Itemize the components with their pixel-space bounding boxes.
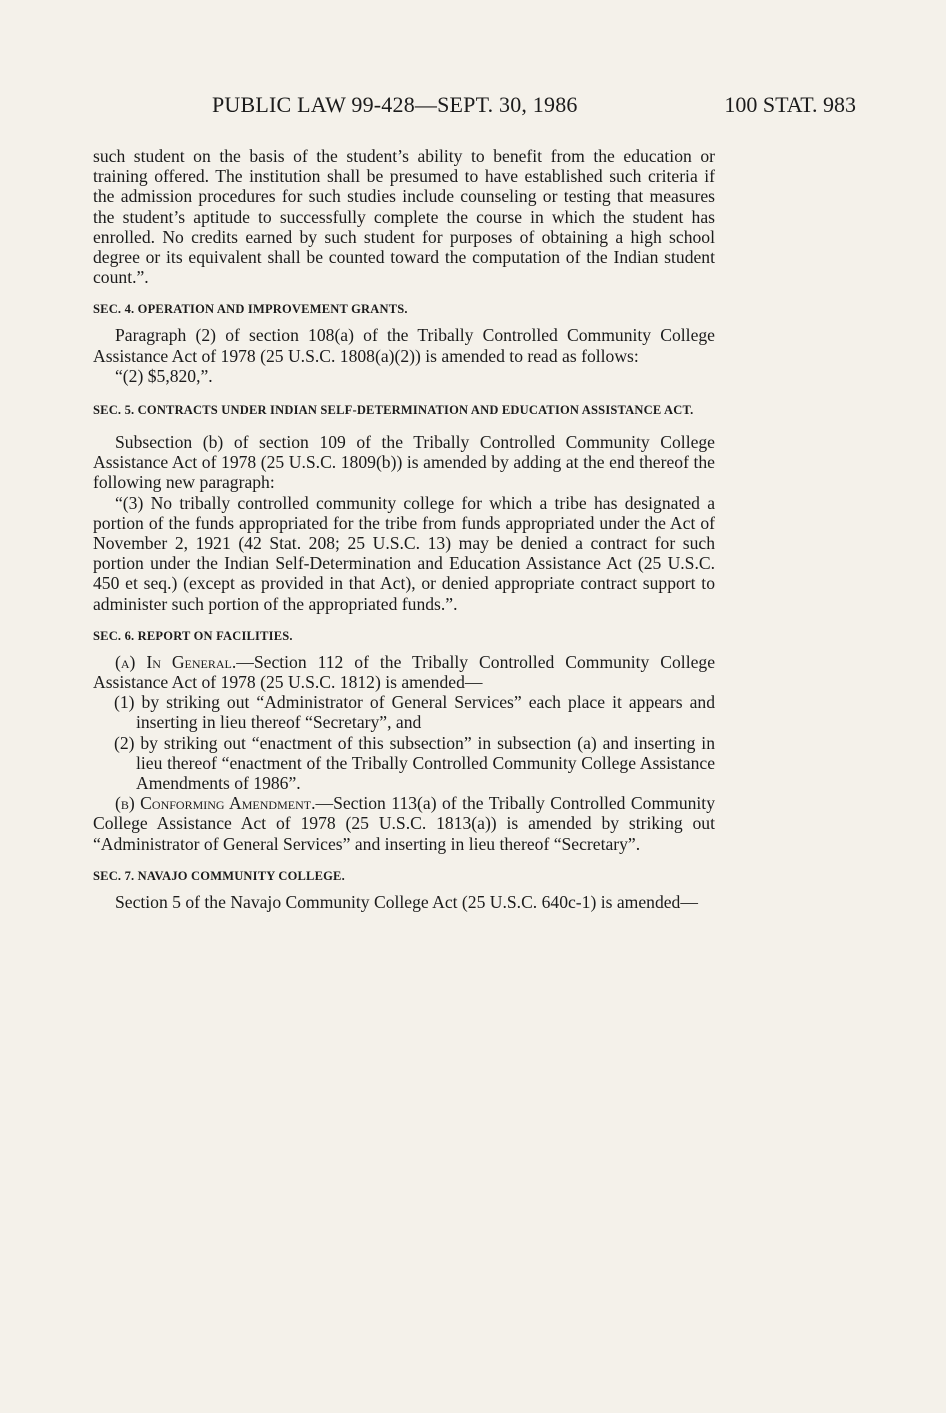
sec7-text: Section 5 of the Navajo Community College Act (25 U.S.C. 640c-1) is amended— <box>115 891 698 912</box>
sec5-text: Subsection (b) of section 109 of the Tribally Controlled Community College Assistance Act of 1978 (25 U.S.C. 1809(b)) is amended by adding at the end thereof the following new paragraph: <box>93 432 715 493</box>
sec6-b-text: —Section 113(a) of the Tribally Controlled Community College Assistance Act of 1978 (25 U.S.C. 1813(a)) is amended by striking out “Administrator of General Services” and inserting in lieu thereof “Secretary”. <box>93 793 715 854</box>
sec6-heading: SEC. 6. REPORT ON FACILITIES. <box>93 628 293 643</box>
document-body <box>93 146 715 912</box>
sec5-quote: “(3) No tribally controlled community college for which a tribe has designated a portion of the funds appropriated for the tribe from funds appropriated under the Act of November 2, 1921 (42 Stat. 208; 25 U.S.C. 13) may be denied a contract for such portion under the Indian Self-Determination and Education Assistance Act (25 U.S.C. 450 et seq.) (except as provided in that Act), or denied appropriate contract support to administer such portion of the appropriated funds.”. <box>93 492 715 614</box>
sec6-a-paragraph <box>93 652 715 692</box>
intro-paragraph: such student on the basis of the student’s ability to benefit from the education or training offered. The institution shall be presumed to have established such criteria if the admission procedures for such studies include counseling or testing that measures the student’s aptitude to successfully complete the course in which the student has enrolled. No credits earned by such student for purposes of obtaining a high school degree or its equivalent shall be counted toward the computation of the Indian student count.”. <box>93 146 715 288</box>
sec6-a-text: —Section 112 of the Tribally Controlled Community College Assistance Act of 1978 (25 U.S.C. 1812) is amended— <box>93 651 716 693</box>
header-stat-citation: 100 STAT. 983 <box>724 92 856 117</box>
sec6-b-paragraph <box>93 793 715 854</box>
sec4-text: Paragraph (2) of section 108(a) of the Tribally Controlled Community College Assistance Act of 1978 (25 U.S.C. 1808(a)(2)) is amended to read as follows: <box>93 325 715 366</box>
sec4-heading: SEC. 4. OPERATION AND IMPROVEMENT GRANTS. <box>93 302 408 317</box>
sec6-b-label: (b) Conforming Amendment. <box>115 793 316 814</box>
sec6-a1: (1) by striking out “Administrator of General Services” each place it appears and inserting in lieu thereof “Secretary”, and <box>114 692 715 733</box>
sec7-heading: SEC. 7. NAVAJO COMMUNITY COLLEGE. <box>93 868 345 883</box>
sec6-a-label: (a) In General. <box>115 651 237 672</box>
page-header <box>92 92 856 122</box>
sec5-heading: SEC. 5. CONTRACTS UNDER INDIAN SELF-DETERMINATION AND EDUCATION ASSISTANCE ACT. <box>93 403 694 418</box>
header-title: PUBLIC LAW 99-428—SEPT. 30, 1986 <box>212 92 578 117</box>
sec6-a2: (2) by striking out “enactment of this subsection” in subsection (a) and inserting in lieu thereof “enactment of the Tribally Controlled Community College Assistance Amendments of 1986”. <box>114 732 715 794</box>
sec4-quote: “(2) $5,820,”. <box>115 365 213 386</box>
